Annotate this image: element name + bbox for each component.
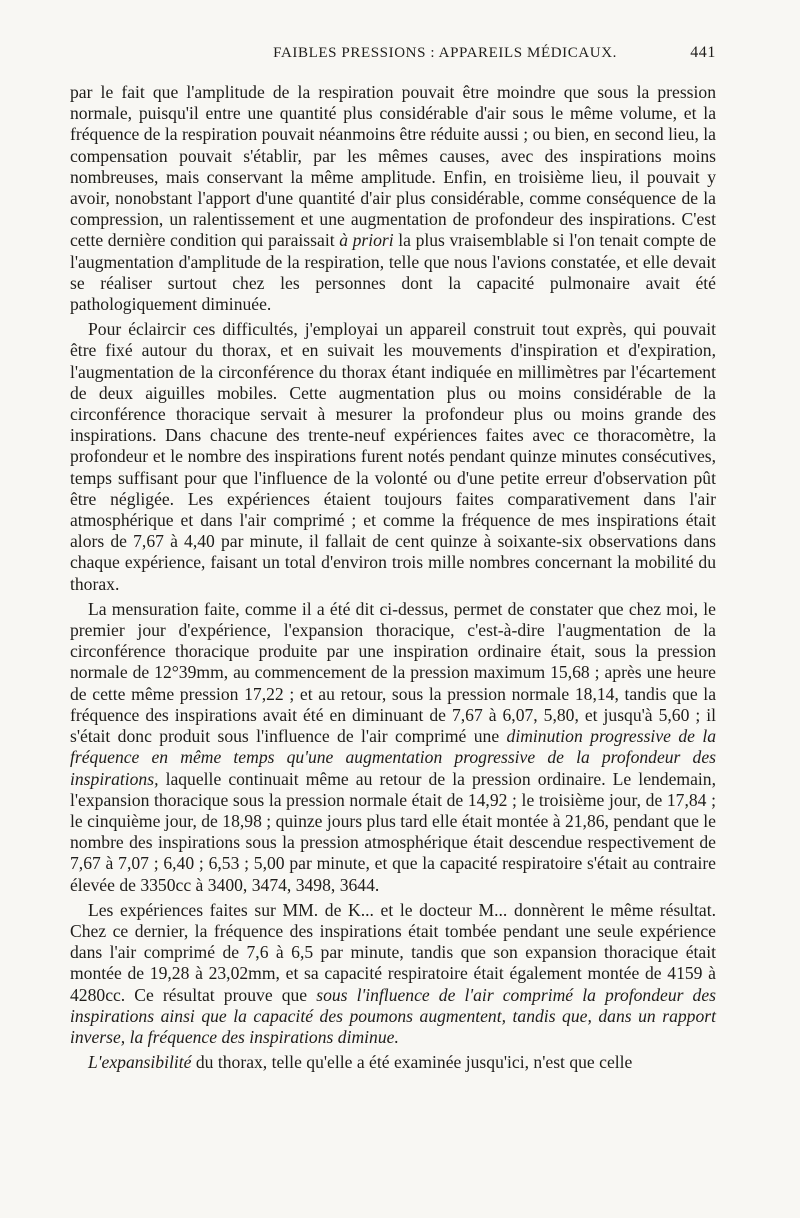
paragraph-1-emphasis: à priori [339,230,394,251]
running-head [70,44,716,80]
paragraph-3 [70,599,716,896]
paragraph-5-text: du thorax, telle qu'elle a été examinée jusqu'ici, n'est que celle [195,1052,633,1073]
paragraph-2-text: Pour éclaircir ces difficultés, j'employai un appareil construit tout exprès, qui pouvait être fixé autour du thorax, et en suivait les mouvements d'inspiration et d'expiration, l'augmentation de la circonférence du thorax étant indiquée en millimètres par l'écartement de deux aiguilles mobiles. Cette augmentation plus ou moins considérable de la circonférence thoracique servait à mesurer la profondeur plus ou moins grande des inspirations. Dans chacune des trente-neuf expériences faites avec ce thoracomètre, la profondeur et le nombre des inspirations furent notés pendant quinze minutes consécutives, temps suffisant pour que l'influence de la volonté ou d'une petite erreur d'observation pût être négligée. Les expériences étaient toujours faites comparativement dans l'air atmosphérique et dans l'air comprimé ; et comme la fréquence de mes inspirations était alors de 7,67 à 4,40 par minute, il fallait de cent quinze à soixante-six observations dans chaque expérience, faisant un total d'environ trois mille nombres concernant la mobilité du thorax. [70,319,716,594]
paragraph-4-text: Les expériences faites sur MM. de K... et le docteur M... donnèrent le même résultat. Chez ce dernier, la fréquence des inspirations était tombée pendant une seule expérience dans l'air comprimé de 7,6 à 6,5 par minute, tandis que son expansion thoracique était montée de 19,28 à 23,02mm, et sa capacité respiratoire était également montée de 4159 à 4280cc. Ce résultat prouve que [70,899,716,1005]
paragraph-4-emphasis: sous l'influence de l'air comprimé la profondeur des inspirations ainsi que la capacité des poumons augmentent, tandis que, dans un rapport inverse, la fréquence des inspirations diminue. [70,984,717,1047]
book-page [70,44,716,1075]
paragraph-1-end: la plus vraisemblable si l'on tenait compte de l'augmentation d'amplitude de la respiration, telle que nous l'avions constatée, et elle devait se réaliser surtout chez les personnes dont la capacité pulmonaire avait été pathologiquement diminuée. [70,230,717,315]
paragraph-2 [70,319,716,595]
paragraph-5 [70,1052,716,1073]
running-title: FAIBLES PRESSIONS : APPAREILS MÉDICAUX. [273,45,618,61]
paragraph-4 [70,900,716,1048]
paragraph-1-text: par le fait que l'amplitude de la respiration pouvait être moindre que sous la pression normale, puisqu'il entre une quantité plus considérable d'air sous le même volume, et la fréquence de la respiration pouvait néanmoins être réduite aussi ; ou bien, en second lieu, la compensation pouvait s'établir, par les mêmes causes, avec des inspirations moins nombreuses, mais conservant la même amplitude. Enfin, en troisième lieu, il pouvait y avoir, nonobstant l'apport d'une quantité d'air plus considérable, comme conséquence de la compression, un ralentissement et une augmentation de profondeur des inspirations. C'est cette dernière condition qui paraissait [70,82,716,251]
page-number: 441 [690,44,716,61]
paragraph-1 [70,82,716,315]
paragraph-5-emphasis: L'expansibilité [88,1052,192,1073]
paragraph-3-end: laquelle continuait même au retour de la pression ordinaire. Le lendemain, l'expansion thoracique sous la pression normale était de 14,92 ; le troisième jour, de 17,84 ; le cinquième jour, de 18,98 ; quinze jours plus tard elle était montée à 21,86, pendant que le nombre des inspirations sous la pression atmosphérique était descendue respectivement de 7,67 à 7,07 ; 6,40 ; 6,53 ; 5,00 par minute, et que la capacité respiratoire s'était au contraire élevée de 3350cc à 3400, 3474, 3498, 3644. [70,768,716,895]
paragraph-3-text: La mensuration faite, comme il a été dit ci-dessus, permet de constater que chez moi, le premier jour d'expérience, l'expansion thoracique, c'est-à-dire l'augmentation de la circonférence thoracique produite par une inspiration ordinaire était, sous la pression normale de 12°39mm, au commencement de la pression maximum 15,68 ; après une heure de cette même pression 17,22 ; et au retour, sous la pression normale 18,14, tandis que la fréquence des inspirations avait été en diminuant de 7,67 à 6,07, 5,80, et jusqu'à 5,60 ; il s'était donc produit sous l'influence de l'air comprimé une [70,598,716,747]
paragraph-3-emphasis: diminution progressive de la fréquence en même temps qu'une augmentation progressive de la profondeur des inspirations, [70,726,716,789]
